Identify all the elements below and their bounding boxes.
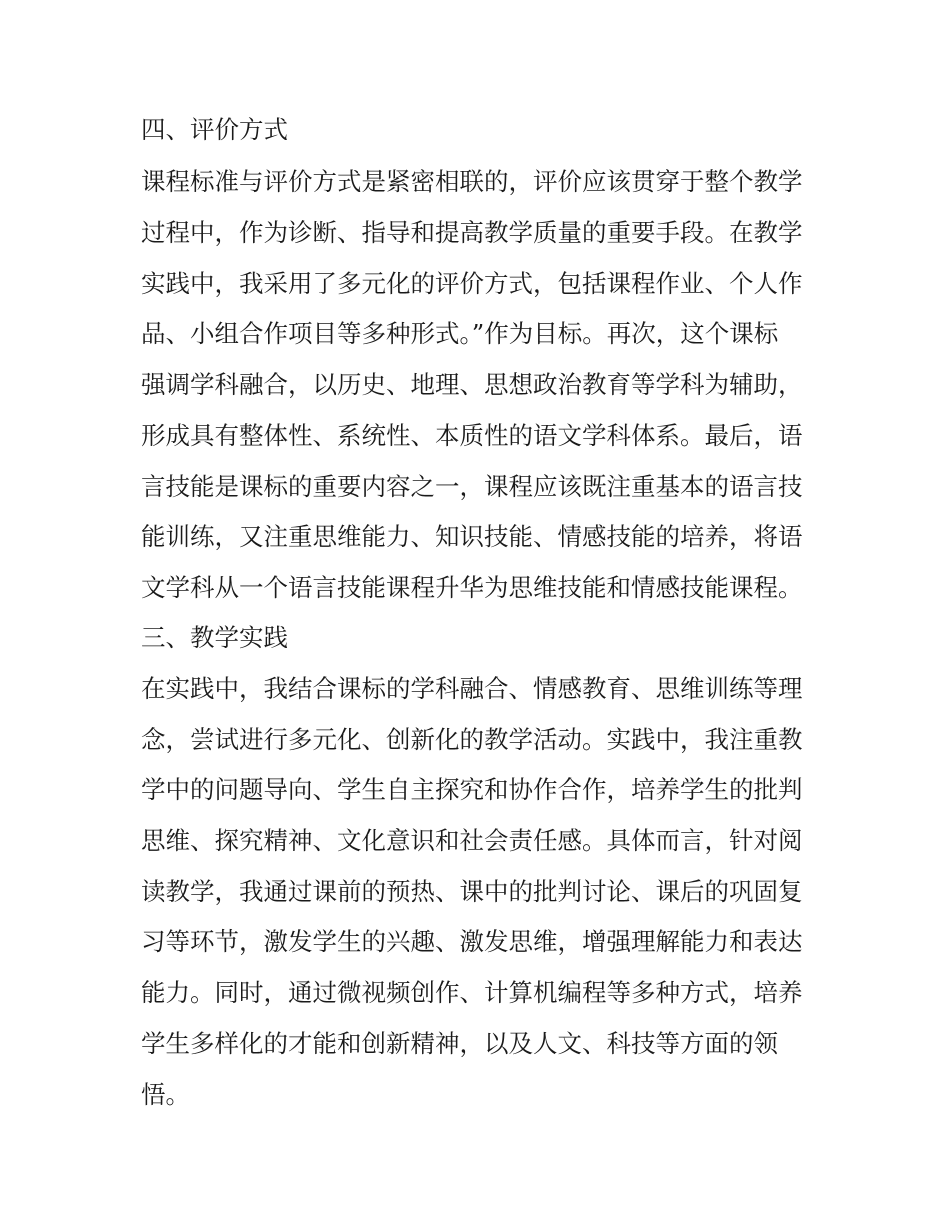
text-line: 思维、探究精神、文化意识和社会责任感。具体而言，针对阅 [141,826,803,855]
text-line: 学生多样化的才能和创新精神，以及人文、科技等方面的领 [141,1029,778,1058]
text-line: 言技能是课标的重要内容之一，课程应该既注重基本的语言技 [141,472,803,501]
section-heading-practice: 三、教学实践 [141,623,288,652]
text-line: 实践中，我采用了多元化的评价方式，包括课程作业、个人作 [141,269,803,298]
text-line: 文学科从一个语言技能课程升华为思维技能和情感技能课程。 [141,573,803,602]
text-line: 学中的问题导向、学生自主探究和协作合作，培养学生的批判 [141,775,803,804]
text-line: 习等环节，激发学生的兴趣、激发思维，增强理解能力和表达 [141,927,803,956]
text-line: 能力。同时，通过微视频创作、计算机编程等多种方式，培养 [141,978,803,1007]
section-heading-evaluation: 四、评价方式 [141,115,288,144]
text-line: 念，尝试进行多元化、创新化的教学活动。实践中，我注重教 [141,725,803,754]
text-line: 悟。 [141,1080,190,1109]
text-line: 品、小组合作项目等多种形式。”作为目标。再次，这个课标 [141,319,779,348]
text-line: 强调学科融合，以历史、地理、思想政治教育等学科为辅助， [141,370,803,399]
text-line: 读教学，我通过课前的预热、课中的批判讨论、课后的巩固复 [141,877,803,906]
text-line: 能训练，又注重思维能力、知识技能、情感技能的培养，将语 [141,522,803,551]
text-line: 形成具有整体性、系统性、本质性的语文学科体系。最后，语 [141,421,803,450]
text-line: 课程标准与评价方式是紧密相联的，评价应该贯穿于整个教学 [141,167,803,196]
text-line: 在实践中，我结合课标的学科融合、情感教育、思维训练等理 [141,674,803,703]
text-line: 过程中，作为诊断、指导和提高教学质量的重要手段。在教学 [141,218,803,247]
